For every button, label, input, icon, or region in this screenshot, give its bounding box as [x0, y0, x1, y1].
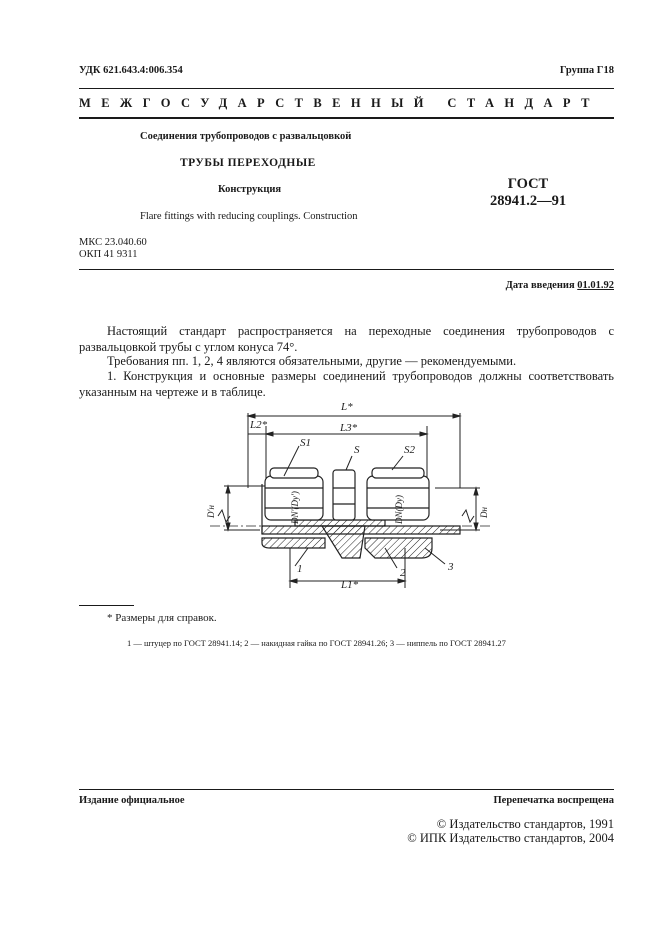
label-S1: S1 — [300, 437, 311, 449]
mks-code: МКС 23.040.60 — [79, 237, 147, 248]
date-rule — [79, 269, 614, 270]
title-line-2: ТРУБЫ ПЕРЕХОДНЫЕ — [180, 157, 316, 169]
banner-rule — [79, 117, 614, 119]
title-line-1: Соединения трубопроводов с развальцовкой — [140, 131, 352, 142]
label-S: S — [354, 444, 360, 456]
official-edition: Издание официальное — [79, 795, 185, 806]
callout-1: 1 — [297, 563, 303, 575]
body-paragraph-2: Требования пп. 1, 2, 4 являются обязательными, другие — рекомендуемыми. — [107, 354, 517, 368]
label-L3: L3* — [340, 422, 358, 434]
introduction-date-value: 01.01.92 — [577, 280, 614, 291]
copyright-2: © ИПК Издательство стандартов, 2004 — [407, 831, 614, 845]
udk-code: УДК 621.643.4:006.354 — [79, 65, 183, 76]
group-code: Группа Г18 — [559, 65, 614, 76]
label-S2: S2 — [404, 444, 415, 456]
introduction-date-label: Дата введения — [505, 280, 575, 291]
label-DN: DN(Dу) — [394, 495, 404, 524]
introduction-date — [506, 280, 614, 291]
body-paragraph-1: Настоящий стандарт распространяется на переходные соединения трубопроводов с развальцовкой трубы с углом конуса 74°. — [79, 324, 614, 354]
gost-label: ГОСТ — [507, 176, 549, 192]
title-english: Flare fittings with reducing couplings. Construction — [140, 211, 358, 222]
title-line-3: Конструкция — [218, 184, 282, 195]
classification-codes — [79, 237, 147, 261]
label-L2: L2* — [250, 419, 268, 431]
label-DN-prime: DN′(Dу′) — [290, 491, 300, 524]
callout-3: 3 — [448, 561, 454, 573]
label-Dn-prime: D′н — [206, 505, 216, 518]
body-paragraph-3: 1. Конструкция и основные размеры соединений трубопроводов должны соответствовать указанным на чертеже и в таблице. — [79, 369, 614, 399]
footnote-rule — [79, 605, 134, 606]
coupling-drawing — [200, 398, 500, 593]
okp-code: ОКП 41 9311 — [79, 249, 138, 260]
footnote: * Размеры для справок. — [107, 612, 217, 624]
copyright-1: © Издательство стандартов, 1991 — [436, 817, 614, 831]
footer-rule — [79, 789, 614, 790]
gost-number: 28941.2—91 — [489, 193, 567, 209]
callout-2: 2 — [400, 567, 406, 579]
gost-designation — [478, 176, 578, 210]
top-rule — [79, 88, 614, 89]
reprint-notice: Перепечатка воспрещена — [493, 795, 614, 806]
label-L: L* — [341, 401, 353, 413]
label-L1: L1* — [341, 579, 359, 591]
drawing-legend: 1 — штуцер по ГОСТ 28941.14; 2 — накидная гайка по ГОСТ 28941.26; 3 — ниппель по ГОСТ 28941.27 — [127, 638, 506, 648]
label-Dn: Dн — [479, 507, 489, 518]
standard-banner: МЕЖГОСУДАРСТВЕННЫЙ СТАНДАРТ — [79, 96, 600, 110]
